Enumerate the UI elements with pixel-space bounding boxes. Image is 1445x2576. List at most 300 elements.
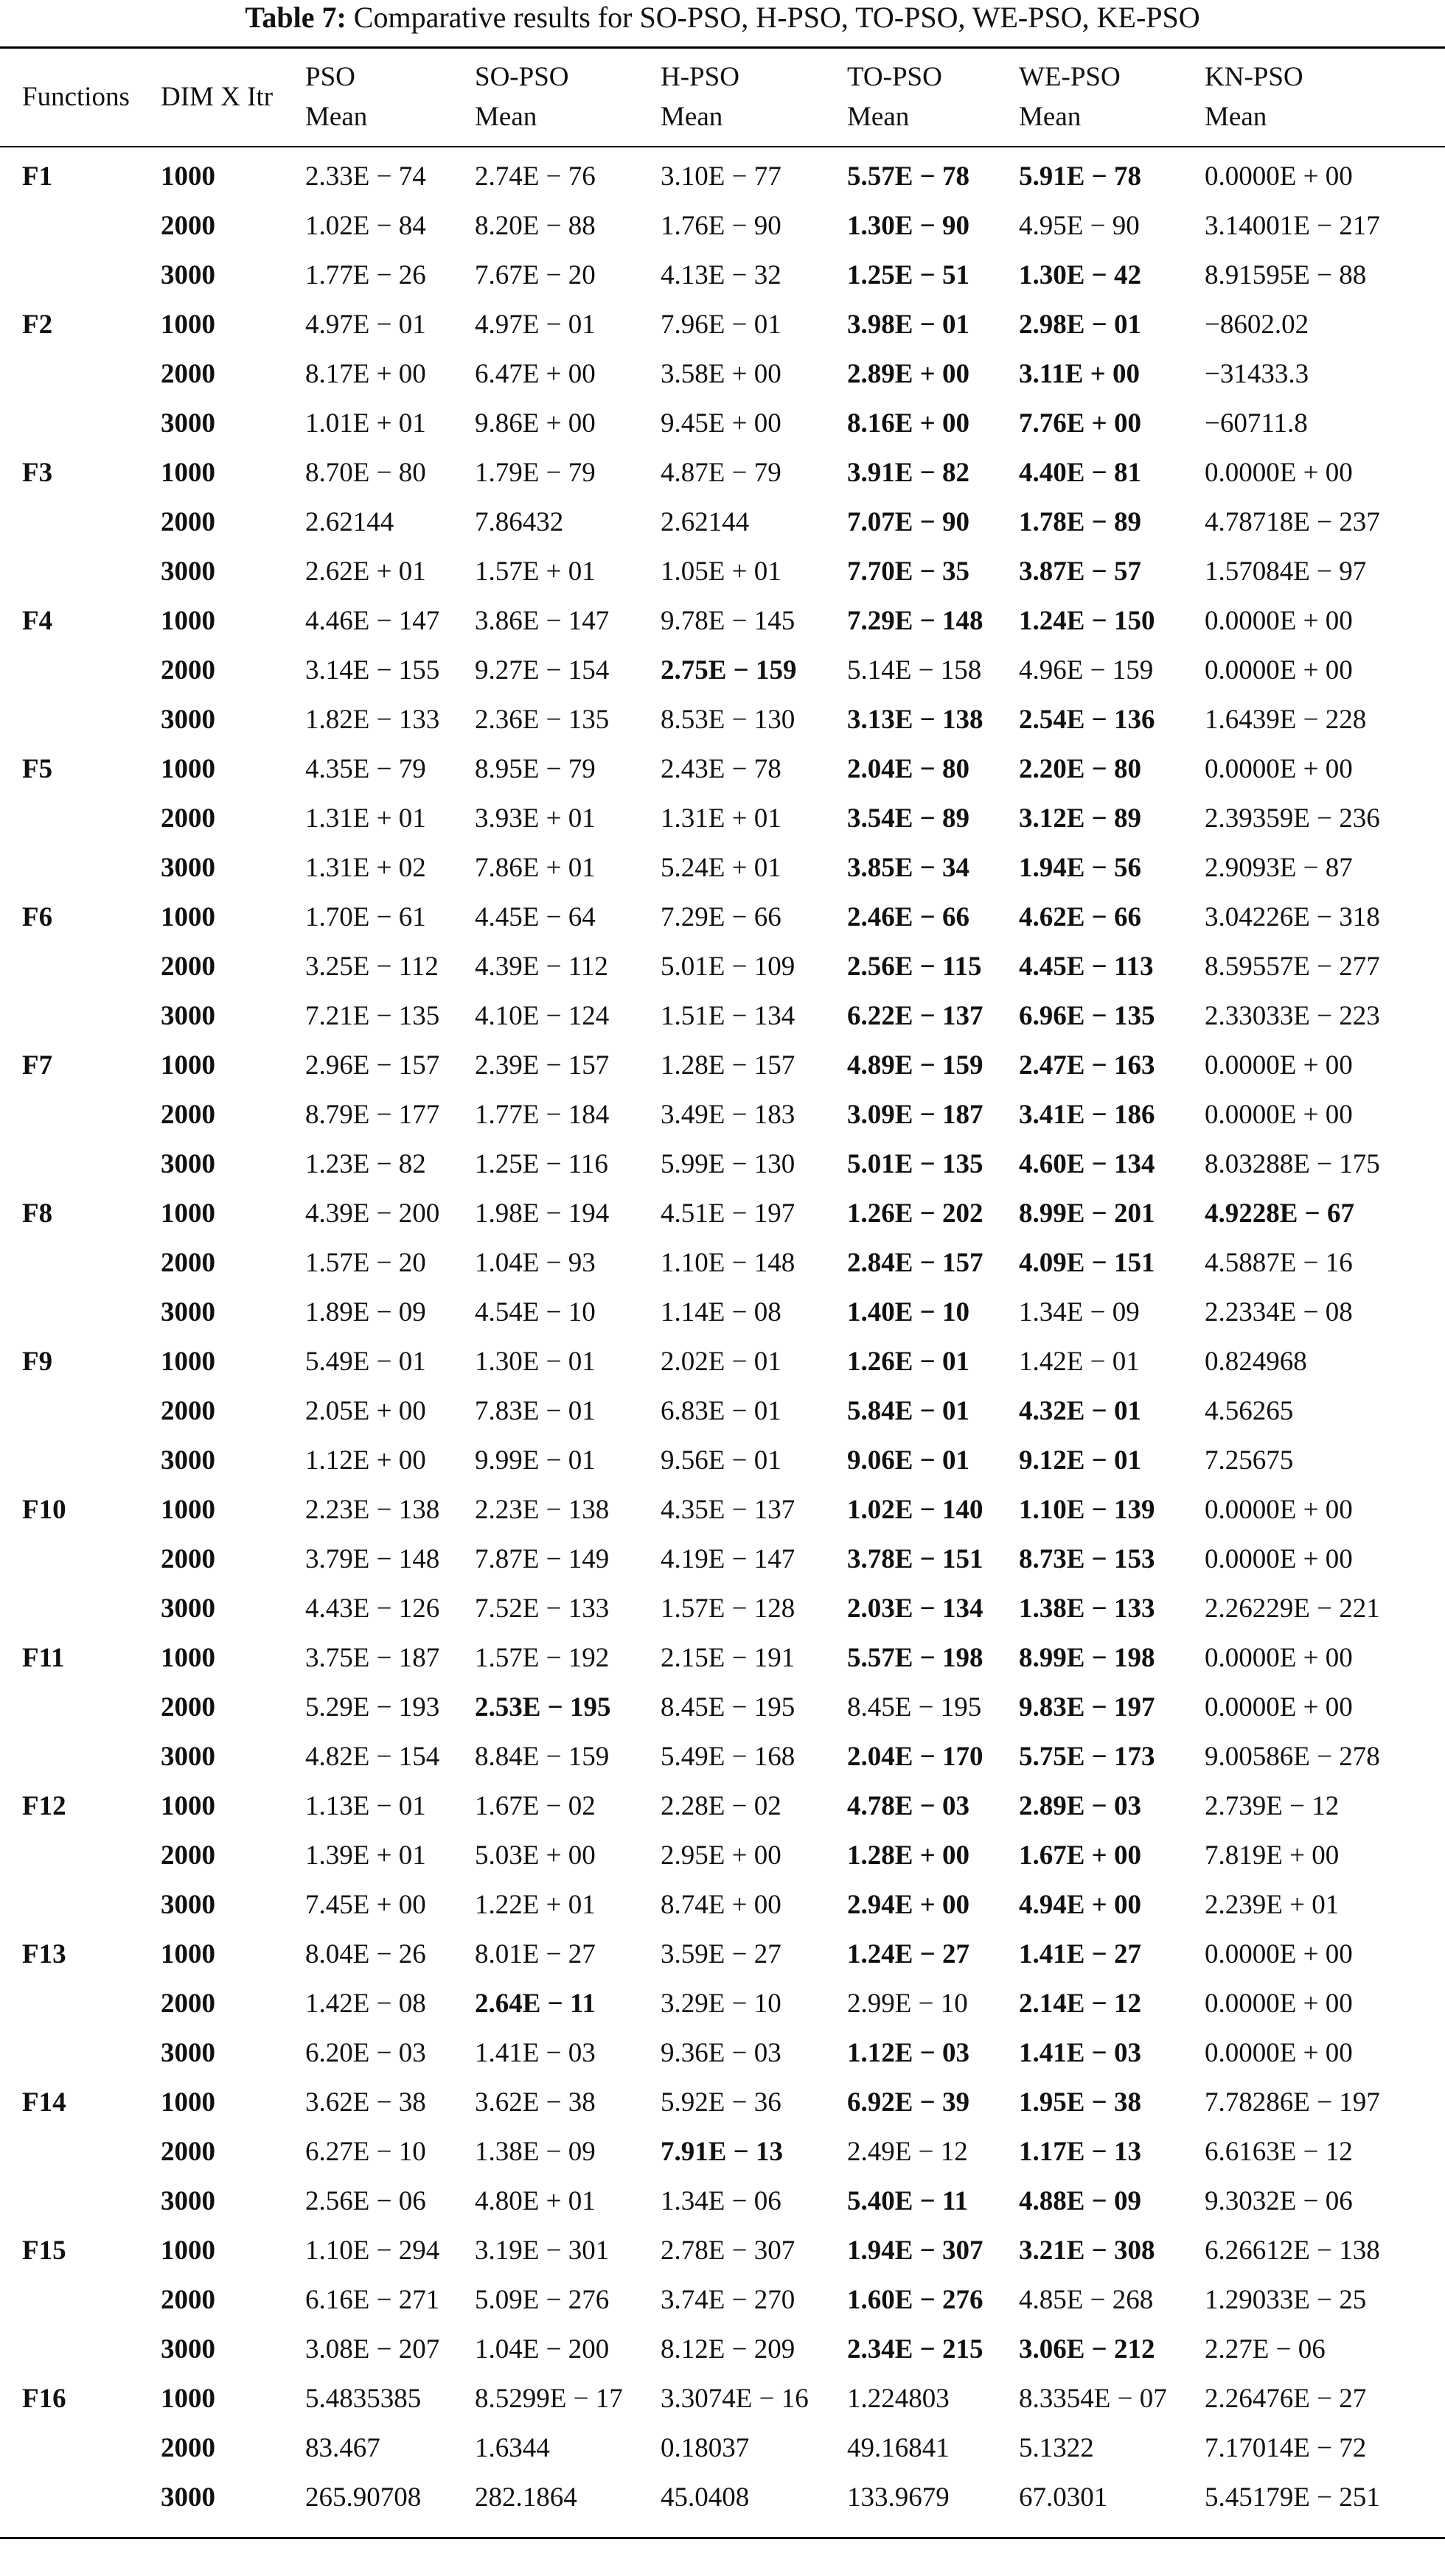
mean-value-cell: 4.97E − 01 xyxy=(305,310,426,340)
function-name xyxy=(0,1386,161,1436)
mean-value-cell: 6.47E + 00 xyxy=(475,359,596,389)
mean-value-cell: 2.23E − 138 xyxy=(305,1495,440,1525)
column-header-name: Functions xyxy=(22,82,130,112)
mean-value-cell: 5.49E − 01 xyxy=(305,1347,426,1377)
function-name: F9 xyxy=(22,1347,53,1377)
mean-value-cell: 1.17E − 13 xyxy=(1019,2137,1142,2167)
mean-value-cell: 1.10E − 139 xyxy=(1019,1495,1155,1525)
mean-value-cell: 4.45E − 64 xyxy=(475,902,596,932)
mean-value-cell: 2.94E + 00 xyxy=(847,1890,970,1920)
function-name xyxy=(0,2275,161,2325)
column-header-stat: Mean xyxy=(1205,102,1267,132)
dim-iterations: 2000 xyxy=(161,2285,215,2315)
mean-value-cell: 2.89E + 00 xyxy=(847,359,970,389)
function-name: F16 xyxy=(22,2384,66,2414)
mean-value-cell: 0.0000E + 00 xyxy=(1205,1050,1353,1081)
dim-iterations: 2000 xyxy=(161,1248,215,1278)
mean-value-cell: 2.03E − 134 xyxy=(847,1594,983,1624)
mean-value-cell: 1.6344 xyxy=(475,2433,550,2463)
mean-value-cell: 3.10E − 77 xyxy=(661,161,781,192)
mean-value-cell: 7.819E + 00 xyxy=(1205,1840,1340,1871)
function-name: F14 xyxy=(22,2087,66,2118)
mean-value-cell: 282.1864 xyxy=(475,2482,577,2513)
mean-value-cell: 6.83E − 01 xyxy=(661,1396,781,1426)
mean-value-cell: 1.28E + 00 xyxy=(847,1840,970,1871)
mean-value-cell: 2.33033E − 223 xyxy=(1205,1001,1380,1031)
mean-value-cell: 8.20E − 88 xyxy=(475,211,596,241)
dim-iterations: 2000 xyxy=(161,2137,215,2167)
mean-value-cell: 2.89E − 03 xyxy=(1019,1791,1142,1821)
function-name xyxy=(0,1535,161,1584)
column-header-name: WE-PSO xyxy=(1019,62,1121,92)
function-name: F13 xyxy=(22,1939,66,1969)
dim-iterations: 2000 xyxy=(161,1692,215,1722)
results-table xyxy=(0,49,1445,2522)
mean-value-cell: 0.0000E + 00 xyxy=(1205,1495,1353,1525)
dim-iterations: 3000 xyxy=(161,2482,215,2513)
table-row xyxy=(0,1880,1445,1930)
mean-value-cell: 3.13E − 138 xyxy=(847,705,983,735)
table-bottom-rule xyxy=(0,2537,1445,2539)
mean-value-cell: 3.14001E − 217 xyxy=(1205,211,1380,241)
dim-iterations: 1000 xyxy=(161,458,215,488)
mean-value-cell: 2.34E − 215 xyxy=(847,2334,983,2364)
mean-value-cell: 4.13E − 32 xyxy=(661,260,781,290)
column-header-name: H-PSO xyxy=(661,62,739,92)
table-row xyxy=(0,146,1445,201)
function-name: F2 xyxy=(22,310,53,340)
column-header xyxy=(1019,49,1205,146)
column-header-name: SO-PSO xyxy=(475,62,569,92)
dim-iterations: 3000 xyxy=(161,556,215,587)
mean-value-cell: 3.93E + 01 xyxy=(475,803,596,834)
mean-value-cell: 2.28E − 02 xyxy=(661,1791,781,1821)
mean-value-cell: −31433.3 xyxy=(1205,359,1309,389)
mean-value-cell: 7.29E − 66 xyxy=(661,902,781,932)
mean-value-cell: 2.95E + 00 xyxy=(661,1840,781,1871)
mean-value-cell: 3.06E − 212 xyxy=(1019,2334,1155,2364)
mean-value-cell: 8.16E + 00 xyxy=(847,408,970,439)
mean-value-cell: 8.73E − 153 xyxy=(1019,1544,1155,1574)
function-name xyxy=(0,349,161,399)
function-name xyxy=(0,1683,161,1732)
mean-value-cell: 9.27E − 154 xyxy=(475,655,610,685)
mean-value-cell: 8.59557E − 277 xyxy=(1205,952,1380,982)
mean-value-cell: 7.86E + 01 xyxy=(475,853,596,883)
function-name xyxy=(0,695,161,744)
table-row xyxy=(0,2177,1445,2226)
column-header-name: PSO xyxy=(305,62,355,92)
table-row xyxy=(0,399,1445,448)
table-row xyxy=(0,843,1445,893)
mean-value-cell: 4.35E − 79 xyxy=(305,754,426,784)
mean-value-cell: 3.08E − 207 xyxy=(305,2334,440,2364)
mean-value-cell: 7.25675 xyxy=(1205,1445,1294,1476)
mean-value-cell: 3.87E − 57 xyxy=(1019,556,1142,587)
function-name xyxy=(0,843,161,893)
mean-value-cell: 8.99E − 198 xyxy=(1019,1643,1155,1673)
dim-iterations: 2000 xyxy=(161,2433,215,2463)
dim-iterations: 2000 xyxy=(161,1840,215,1871)
mean-value-cell: 0.0000E + 00 xyxy=(1205,606,1353,636)
mean-value-cell: 1.67E − 02 xyxy=(475,1791,596,1821)
mean-value-cell: 1.01E + 01 xyxy=(305,408,426,439)
mean-value-cell: 1.57E − 192 xyxy=(475,1643,610,1673)
dim-iterations: 3000 xyxy=(161,2186,215,2216)
mean-value-cell: 0.0000E + 00 xyxy=(1205,1544,1353,1574)
mean-value-cell: 8.74E + 00 xyxy=(661,1890,781,1920)
mean-value-cell: 1.25E − 116 xyxy=(475,1149,608,1179)
mean-value-cell: 4.39E − 112 xyxy=(475,952,608,982)
mean-value-cell: 4.40E − 81 xyxy=(1019,458,1142,488)
table-row xyxy=(0,596,1445,646)
column-header-stat: Mean xyxy=(661,102,723,132)
table-row xyxy=(0,1041,1445,1090)
table-row xyxy=(0,942,1445,991)
mean-value-cell: 8.91595E − 88 xyxy=(1205,260,1367,290)
mean-value-cell: 1.94E − 307 xyxy=(847,2235,983,2266)
column-header-stat: Mean xyxy=(305,102,368,132)
table-row xyxy=(0,1288,1445,1337)
mean-value-cell: 1.41E − 03 xyxy=(1019,2038,1142,2068)
table-row xyxy=(0,1386,1445,1436)
mean-value-cell: 1.38E − 133 xyxy=(1019,1594,1155,1624)
table-body xyxy=(0,146,1445,2522)
table-row xyxy=(0,1831,1445,1880)
mean-value-cell: 3.91E − 82 xyxy=(847,458,970,488)
mean-value-cell: 4.78718E − 237 xyxy=(1205,507,1380,537)
dim-iterations: 1000 xyxy=(161,1495,215,1525)
mean-value-cell: 2.43E − 78 xyxy=(661,754,781,784)
mean-value-cell: 0.0000E + 00 xyxy=(1205,1989,1353,2019)
mean-value-cell: 1.94E − 56 xyxy=(1019,853,1142,883)
mean-value-cell: 1.28E − 157 xyxy=(661,1050,795,1081)
dim-iterations: 3000 xyxy=(161,408,215,439)
mean-value-cell: 5.01E − 135 xyxy=(847,1149,983,1179)
mean-value-cell: 2.27E − 06 xyxy=(1205,2334,1326,2364)
mean-value-cell: 2.36E − 135 xyxy=(475,705,610,735)
mean-value-cell: 7.76E + 00 xyxy=(1019,408,1142,439)
table-row xyxy=(0,646,1445,695)
mean-value-cell: 2.14E − 12 xyxy=(1019,1989,1142,2019)
mean-value-cell: 5.01E − 109 xyxy=(661,952,795,982)
dim-iterations: 3000 xyxy=(161,1297,215,1327)
dim-iterations: 3000 xyxy=(161,705,215,735)
mean-value-cell: 7.67E − 20 xyxy=(475,260,596,290)
mean-value-cell: 2.04E − 170 xyxy=(847,1742,983,1772)
mean-value-cell: 4.46E − 147 xyxy=(305,606,440,636)
mean-value-cell: 3.86E − 147 xyxy=(475,606,610,636)
table-row xyxy=(0,794,1445,843)
mean-value-cell: 5.1322 xyxy=(1019,2433,1094,2463)
mean-value-cell: 2.84E − 157 xyxy=(847,1248,983,1278)
dim-iterations: 2000 xyxy=(161,952,215,982)
mean-value-cell: 1.26E − 01 xyxy=(847,1347,970,1377)
mean-value-cell: 2.26476E − 27 xyxy=(1205,2384,1367,2414)
mean-value-cell: 1.51E − 134 xyxy=(661,1001,795,1031)
mean-value-cell: 1.24E − 150 xyxy=(1019,606,1155,636)
function-name xyxy=(0,251,161,300)
mean-value-cell: 0.0000E + 00 xyxy=(1205,1643,1353,1673)
column-header-stat: Mean xyxy=(847,102,910,132)
mean-value-cell: 4.89E − 159 xyxy=(847,1050,983,1081)
mean-value-cell: 1.224803 xyxy=(847,2384,950,2414)
table-row xyxy=(0,201,1445,251)
mean-value-cell: 9.78E − 145 xyxy=(661,606,795,636)
mean-value-cell: 1.42E − 01 xyxy=(1019,1347,1140,1377)
mean-value-cell: 7.83E − 01 xyxy=(475,1396,596,1426)
mean-value-cell: 9.56E − 01 xyxy=(661,1445,781,1476)
mean-value-cell: 8.53E − 130 xyxy=(661,705,795,735)
mean-value-cell: 4.35E − 137 xyxy=(661,1495,795,1525)
mean-value-cell: 7.29E − 148 xyxy=(847,606,983,636)
mean-value-cell: 3.62E − 38 xyxy=(305,2087,426,2118)
mean-value-cell: 4.95E − 90 xyxy=(1019,211,1140,241)
mean-value-cell: 9.06E − 01 xyxy=(847,1445,970,1476)
table-row xyxy=(0,1535,1445,1584)
column-header-stat: Mean xyxy=(475,102,537,132)
function-name xyxy=(0,547,161,596)
mean-value-cell: 1.12E + 00 xyxy=(305,1445,426,1476)
mean-value-cell: 3.54E − 89 xyxy=(847,803,970,834)
mean-value-cell: 2.64E − 11 xyxy=(475,1989,596,2019)
mean-value-cell: 7.21E − 135 xyxy=(305,1001,440,1031)
dim-iterations: 1000 xyxy=(161,2384,215,2414)
mean-value-cell: 1.77E − 184 xyxy=(475,1100,610,1130)
function-name xyxy=(0,794,161,843)
dim-iterations: 2000 xyxy=(161,211,215,241)
mean-value-cell: 1.77E − 26 xyxy=(305,260,426,290)
column-header xyxy=(475,49,661,146)
table-row xyxy=(0,1090,1445,1139)
mean-value-cell: 3.49E − 183 xyxy=(661,1100,795,1130)
mean-value-cell: 2.739E − 12 xyxy=(1205,1791,1340,1821)
mean-value-cell: 1.23E − 82 xyxy=(305,1149,426,1179)
dim-iterations: 1000 xyxy=(161,902,215,932)
mean-value-cell: 9.12E − 01 xyxy=(1019,1445,1142,1476)
mean-value-cell: 1.40E − 10 xyxy=(847,1297,970,1327)
mean-value-cell: 2.47E − 163 xyxy=(1019,1050,1155,1081)
table-header-row xyxy=(0,49,1445,146)
function-name xyxy=(0,646,161,695)
mean-value-cell: 49.16841 xyxy=(847,2433,950,2463)
dim-iterations: 1000 xyxy=(161,1791,215,1821)
mean-value-cell: 4.5887E − 16 xyxy=(1205,1248,1353,1278)
mean-value-cell: 2.62144 xyxy=(661,507,750,537)
mean-value-cell: 2.04E − 80 xyxy=(847,754,970,784)
mean-value-cell: 5.03E + 00 xyxy=(475,1840,596,1871)
mean-value-cell: 3.12E − 89 xyxy=(1019,803,1142,834)
mean-value-cell: 8.03288E − 175 xyxy=(1205,1149,1380,1179)
function-name xyxy=(0,2127,161,2177)
mean-value-cell: 9.86E + 00 xyxy=(475,408,596,439)
table-row xyxy=(0,744,1445,794)
table-row xyxy=(0,2028,1445,2078)
table-row xyxy=(0,2325,1445,2374)
mean-value-cell: 1.41E − 27 xyxy=(1019,1939,1142,1969)
table-row xyxy=(0,349,1445,399)
function-name xyxy=(0,2325,161,2374)
mean-value-cell: 67.0301 xyxy=(1019,2482,1108,2513)
mean-value-cell: 9.36E − 03 xyxy=(661,2038,781,2068)
mean-value-cell: 7.52E − 133 xyxy=(475,1594,610,1624)
mean-value-cell: 265.90708 xyxy=(305,2482,422,2513)
mean-value-cell: −60711.8 xyxy=(1205,408,1308,439)
table-row xyxy=(0,1633,1445,1683)
mean-value-cell: 0.0000E + 00 xyxy=(1205,1939,1353,1969)
mean-value-cell: 3.98E − 01 xyxy=(847,310,970,340)
mean-value-cell: 7.78286E − 197 xyxy=(1205,2087,1380,2118)
mean-value-cell: 1.57084E − 97 xyxy=(1205,556,1367,587)
mean-value-cell: 3.79E − 148 xyxy=(305,1544,440,1574)
table-row xyxy=(0,2374,1445,2423)
table-caption-label: Table 7: xyxy=(245,1,347,34)
mean-value-cell: 1.04E − 200 xyxy=(475,2334,610,2364)
dim-iterations: 1000 xyxy=(161,1643,215,1673)
mean-value-cell: 3.3074E − 16 xyxy=(661,2384,809,2414)
mean-value-cell: 7.70E − 35 xyxy=(847,556,970,587)
mean-value-cell: 4.62E − 66 xyxy=(1019,902,1142,932)
table-row xyxy=(0,1781,1445,1831)
mean-value-cell: 2.02E − 01 xyxy=(661,1347,781,1377)
mean-value-cell: 6.6163E − 12 xyxy=(1205,2137,1353,2167)
mean-value-cell: 4.60E − 134 xyxy=(1019,1149,1155,1179)
table-row xyxy=(0,695,1445,744)
mean-value-cell: 3.19E − 301 xyxy=(475,2235,610,2266)
mean-value-cell: 3.41E − 186 xyxy=(1019,1100,1155,1130)
mean-value-cell: 4.96E − 159 xyxy=(1019,655,1154,685)
column-header-stat: Mean xyxy=(1019,102,1082,132)
mean-value-cell: 2.53E − 195 xyxy=(475,1692,611,1722)
mean-value-cell: 1.57E + 01 xyxy=(475,556,596,587)
function-name: F11 xyxy=(22,1643,65,1673)
mean-value-cell: 1.02E − 84 xyxy=(305,211,426,241)
mean-value-cell: 5.92E − 36 xyxy=(661,2087,781,2118)
mean-value-cell: 6.26612E − 138 xyxy=(1205,2235,1380,2266)
mean-value-cell: 6.22E − 137 xyxy=(847,1001,983,1031)
function-name xyxy=(0,1732,161,1781)
mean-value-cell: 3.58E + 00 xyxy=(661,359,781,389)
function-name xyxy=(0,1880,161,1930)
mean-value-cell: 0.0000E + 00 xyxy=(1205,2038,1353,2068)
mean-value-cell: 2.56E − 06 xyxy=(305,2186,426,2216)
mean-value-cell: 3.62E − 38 xyxy=(475,2087,596,2118)
mean-value-cell: 1.02E − 140 xyxy=(847,1495,983,1525)
dim-iterations: 1000 xyxy=(161,1939,215,1969)
mean-value-cell: 1.26E − 202 xyxy=(847,1198,983,1229)
column-header xyxy=(1205,49,1445,146)
mean-value-cell: 2.56E − 115 xyxy=(847,952,982,982)
mean-value-cell: 133.9679 xyxy=(847,2482,950,2513)
dim-iterations: 2000 xyxy=(161,1396,215,1426)
mean-value-cell: 2.74E − 76 xyxy=(475,161,596,192)
mean-value-cell: 2.39359E − 236 xyxy=(1205,803,1380,834)
mean-value-cell: 1.13E − 01 xyxy=(305,1791,426,1821)
mean-value-cell: 1.10E − 148 xyxy=(661,1248,795,1278)
mean-value-cell: 0.0000E + 00 xyxy=(1205,655,1353,685)
mean-value-cell: 0.0000E + 00 xyxy=(1205,1692,1353,1722)
table-row xyxy=(0,893,1445,942)
dim-iterations: 3000 xyxy=(161,2334,215,2364)
mean-value-cell: 1.10E − 294 xyxy=(305,2235,440,2266)
mean-value-cell: 2.62E + 01 xyxy=(305,556,426,587)
mean-value-cell: 2.39E − 157 xyxy=(475,1050,610,1081)
table-row xyxy=(0,1189,1445,1238)
mean-value-cell: 1.14E − 08 xyxy=(661,1297,781,1327)
mean-value-cell: 1.98E − 194 xyxy=(475,1198,610,1229)
function-name xyxy=(0,942,161,991)
dim-iterations: 3000 xyxy=(161,1594,215,1624)
mean-value-cell: 2.54E − 136 xyxy=(1019,705,1155,735)
dim-iterations: 2000 xyxy=(161,803,215,834)
mean-value-cell: 1.70E − 61 xyxy=(305,902,426,932)
table-row xyxy=(0,2275,1445,2325)
mean-value-cell: 1.30E − 42 xyxy=(1019,260,1142,290)
mean-value-cell: 4.94E + 00 xyxy=(1019,1890,1142,1920)
function-name: F3 xyxy=(22,458,53,488)
mean-value-cell: 7.07E − 90 xyxy=(847,507,970,537)
mean-value-cell: 2.15E − 191 xyxy=(661,1643,795,1673)
mean-value-cell: 6.96E − 135 xyxy=(1019,1001,1155,1031)
mean-value-cell: 5.91E − 78 xyxy=(1019,161,1142,192)
mean-value-cell: 2.78E − 307 xyxy=(661,2235,795,2266)
mean-value-cell: 1.76E − 90 xyxy=(661,211,781,241)
mean-value-cell: 1.30E − 90 xyxy=(847,211,970,241)
mean-value-cell: 1.31E + 01 xyxy=(661,803,781,834)
mean-value-cell: 1.67E + 00 xyxy=(1019,1840,1142,1871)
mean-value-cell: 3.74E − 270 xyxy=(661,2285,795,2315)
mean-value-cell: 0.0000E + 00 xyxy=(1205,754,1353,784)
mean-value-cell: 1.34E − 06 xyxy=(661,2186,781,2216)
mean-value-cell: 83.467 xyxy=(305,2433,380,2463)
mean-value-cell: 5.14E − 158 xyxy=(847,655,982,685)
table-row xyxy=(0,2226,1445,2275)
table-row xyxy=(0,1732,1445,1781)
mean-value-cell: 9.83E − 197 xyxy=(1019,1692,1155,1722)
mean-value-cell: 1.04E − 93 xyxy=(475,1248,596,1278)
mean-value-cell: 1.05E + 01 xyxy=(661,556,781,587)
mean-value-cell: 7.91E − 13 xyxy=(661,2137,784,2167)
mean-value-cell: 1.31E + 02 xyxy=(305,853,426,883)
mean-value-cell: 8.95E − 79 xyxy=(475,754,596,784)
mean-value-cell: 5.75E − 173 xyxy=(1019,1742,1155,1772)
dim-iterations: 2000 xyxy=(161,1544,215,1574)
mean-value-cell: 5.09E − 276 xyxy=(475,2285,610,2315)
function-name: F6 xyxy=(22,902,53,932)
function-name xyxy=(0,2423,161,2473)
dim-iterations: 2000 xyxy=(161,1100,215,1130)
mean-value-cell: 9.99E − 01 xyxy=(475,1445,596,1476)
mean-value-cell: 8.3354E − 07 xyxy=(1019,2384,1167,2414)
mean-value-cell: 1.38E − 09 xyxy=(475,2137,596,2167)
mean-value-cell: 8.17E + 00 xyxy=(305,359,426,389)
table-row xyxy=(0,2127,1445,2177)
mean-value-cell: 4.51E − 197 xyxy=(661,1198,795,1229)
mean-value-cell: 8.79E − 177 xyxy=(305,1100,440,1130)
dim-iterations: 3000 xyxy=(161,1742,215,1772)
mean-value-cell: 6.20E − 03 xyxy=(305,2038,426,2068)
dim-iterations: 2000 xyxy=(161,507,215,537)
mean-value-cell: 3.09E − 187 xyxy=(847,1100,983,1130)
mean-value-cell: 5.49E − 168 xyxy=(661,1742,795,1772)
mean-value-cell: 4.45E − 113 xyxy=(1019,952,1154,982)
function-name: F8 xyxy=(22,1198,53,1229)
mean-value-cell: 4.32E − 01 xyxy=(1019,1396,1142,1426)
mean-value-cell: 3.25E − 112 xyxy=(305,952,439,982)
function-name xyxy=(0,1288,161,1337)
mean-value-cell: 2.75E − 159 xyxy=(661,655,797,685)
mean-value-cell: 5.57E − 78 xyxy=(847,161,970,192)
